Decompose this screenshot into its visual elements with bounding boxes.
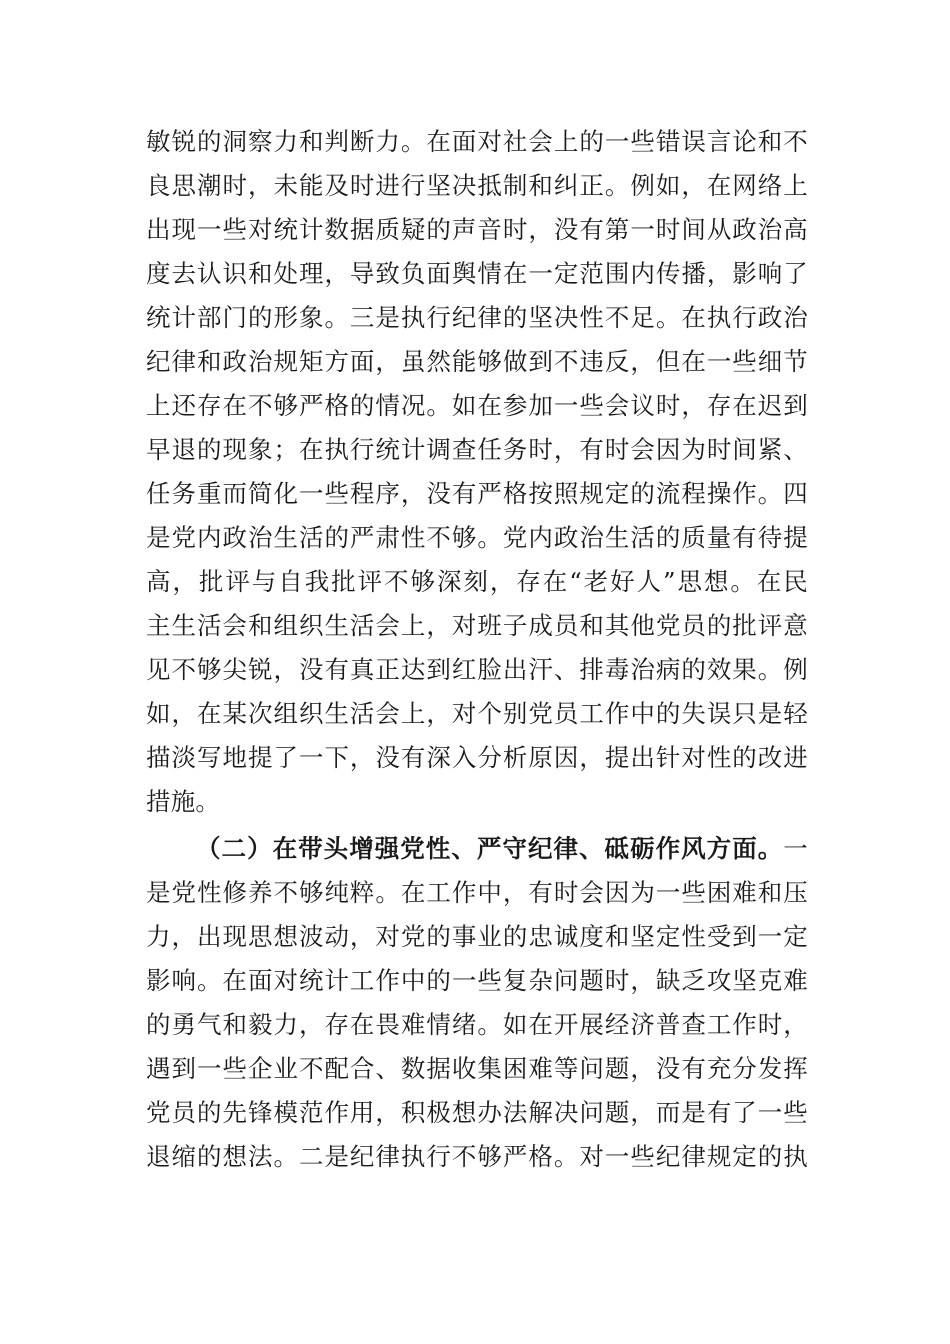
- paragraph-line: 退缩的想法。二是纪律执行不够严格。对一些纪律规定的执: [146, 1142, 808, 1171]
- paragraph-line: 的勇气和毅力，存在畏难情绪。如在开展经济普查工作时，: [146, 1010, 808, 1039]
- paragraph-line: 纪律和政治规矩方面，虽然能够做到不违反，但在一些细节: [146, 347, 808, 376]
- paragraph-line: 良思潮时，未能及时进行坚决抵制和纠正。例如，在网络上: [146, 171, 808, 200]
- paragraph-line: 上还存在不够严格的情况。如在参加一些会议时，存在迟到: [146, 391, 808, 420]
- paragraph-line: 高，批评与自我批评不够深刻，存在“老好人”思想。在民: [146, 567, 808, 596]
- paragraph-line: 主生活会和组织生活会上，对班子成员和其他党员的批评意: [146, 611, 808, 640]
- paragraph-line: 描淡写地提了一下，没有深入分析原因，提出针对性的改进: [146, 743, 808, 772]
- paragraph-line: 度去认识和处理，导致负面舆情在一定范围内传播，影响了: [146, 259, 808, 288]
- paragraph-line: 遇到一些企业不配合、数据收集困难等问题，没有充分发挥: [146, 1054, 808, 1083]
- paragraph-line: 任务重而简化一些程序，没有严格按照规定的流程操作。四: [146, 479, 808, 508]
- section-heading: （二）在带头增强党性、严守纪律、砥砺作风方面。: [196, 834, 784, 863]
- section-heading-tail: 一: [783, 834, 808, 863]
- paragraph-line: 早退的现象；在执行统计调查任务时，有时会因为时间紧、: [146, 435, 808, 464]
- paragraph-line: 如，在某次组织生活会上，对个别党员工作中的失误只是轻: [146, 699, 808, 728]
- paragraph-line: 党员的先锋模范作用，积极想办法解决问题，而是有了一些: [146, 1098, 808, 1127]
- section-heading-line: [196, 827, 808, 871]
- paragraph-line: 是党性修养不够纯粹。在工作中，有时会因为一些困难和压: [146, 878, 808, 907]
- paragraph-line: 见不够尖锐，没有真正达到红脸出汗、排毒治病的效果。例: [146, 655, 808, 684]
- paragraph-line: 是党内政治生活的严肃性不够。党内政治生活的质量有待提: [146, 523, 808, 552]
- paragraph-line: 力，出现思想波动，对党的事业的忠诚度和坚定性受到一定: [146, 922, 808, 951]
- paragraph-line: 影响。在面对统计工作中的一些复杂问题时，缺乏攻坚克难: [146, 966, 808, 995]
- paragraph-line: 出现一些对统计数据质疑的声音时，没有第一时间从政治高: [146, 215, 808, 244]
- paragraph-line: 敏锐的洞察力和判断力。在面对社会上的一些错误言论和不: [146, 127, 808, 156]
- paragraph-line: 措施。: [146, 787, 221, 816]
- paragraph-line: 统计部门的形象。三是执行纪律的坚决性不足。在执行政治: [146, 303, 808, 332]
